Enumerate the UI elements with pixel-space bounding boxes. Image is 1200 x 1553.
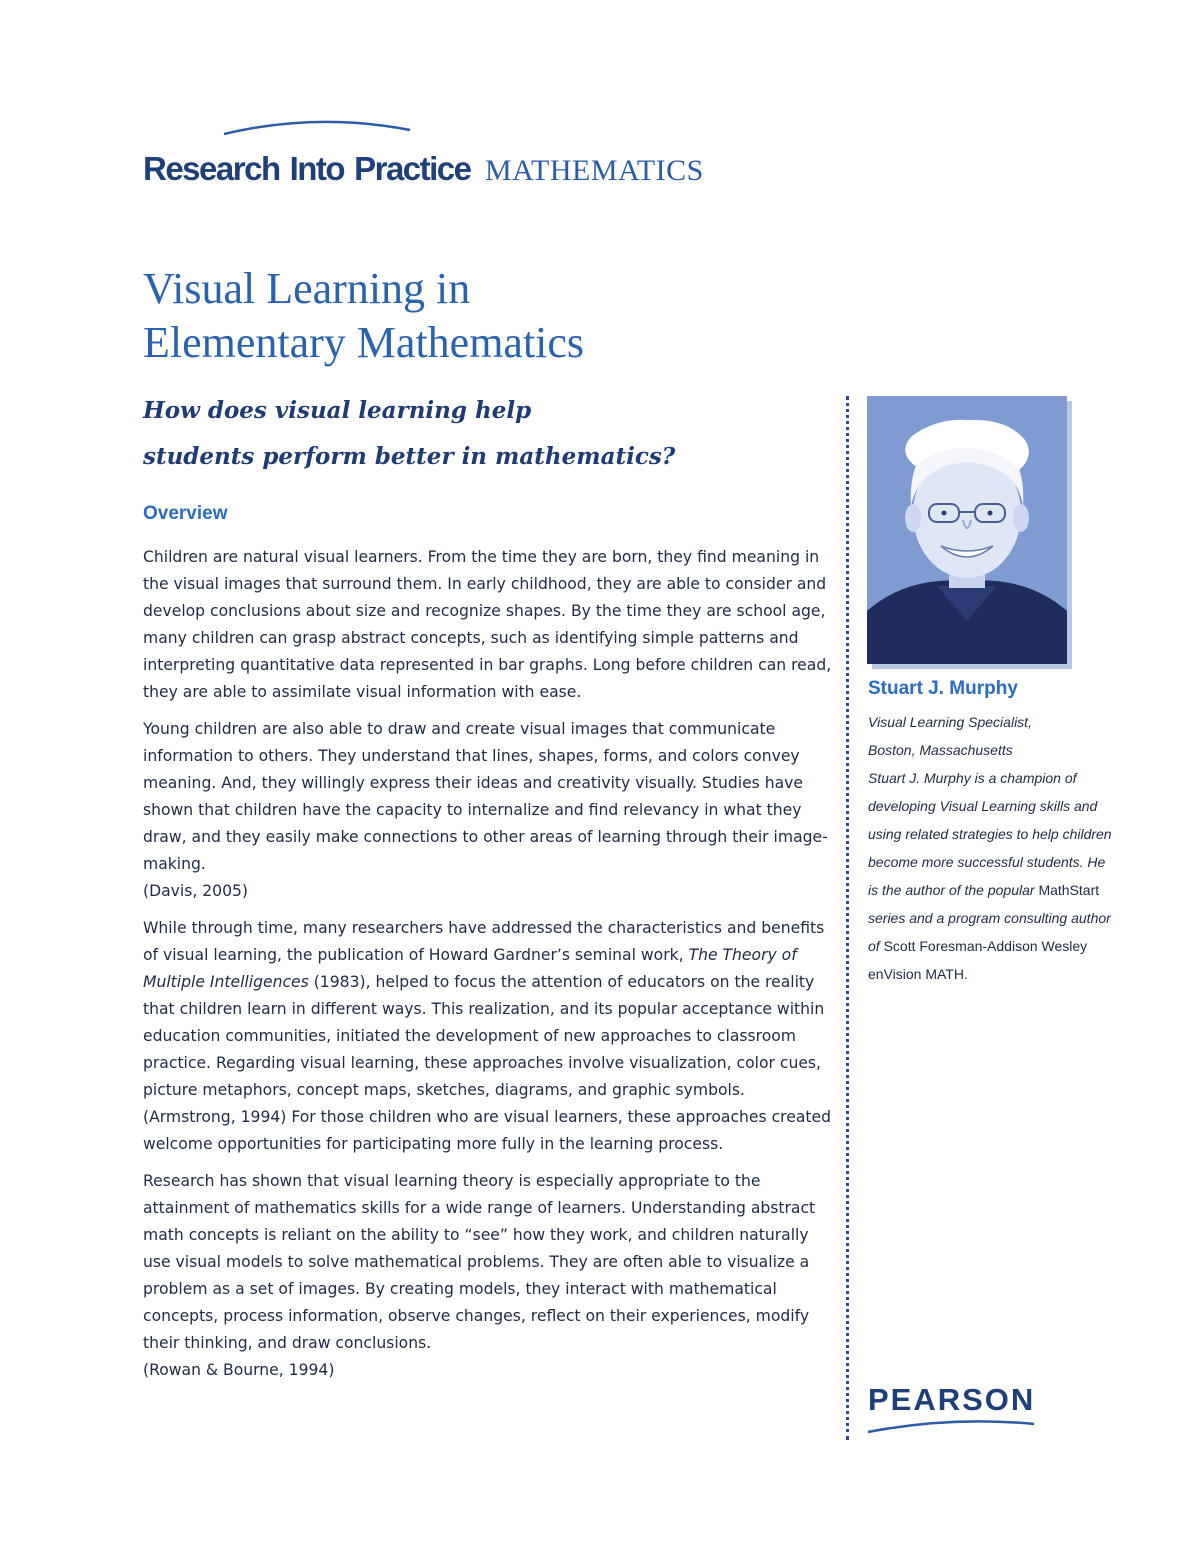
overview-paragraph-3-text-b: (1983), helped to focus the attention of educators on the reality that children learn in different ways. This realization, and its popular acceptance within education communities, initiated the development of new approaches to classroom practice. Regarding visual learning, these approaches involve visualization, color cues, picture metaphors, concept maps, sketches, diagrams, and graphic symbols. (Armstrong, 1994) For those children who are visual learners, these approaches created welcome opportunities for participating more fully in the learning process. xyxy=(143,973,831,1153)
overview-body xyxy=(143,544,833,1394)
page-title-line-2: Elementary Mathematics xyxy=(143,318,585,367)
author-role: Visual Learning Specialist, xyxy=(868,714,1032,730)
overview-paragraph-2 xyxy=(143,716,833,905)
author-bio-series: MathStart xyxy=(1038,882,1100,898)
brand-header xyxy=(143,150,704,188)
citation-rowan-bourne: (Rowan & Bourne, 1994) xyxy=(143,1361,335,1379)
column-divider xyxy=(846,396,849,1440)
author-bio-program: Scott Foresman-Addison Wesley enVision MATH. xyxy=(868,938,1088,982)
overview-paragraph-3-text-a: While through time, many researchers have addressed the characteristics and benefits of visual learning, the publication of Howard Gardner’s seminal work, xyxy=(143,919,825,964)
citation-davis: (Davis, 2005) xyxy=(143,882,249,900)
page-subtitle-line-2: students perform better in mathematics? xyxy=(143,443,676,470)
page-title xyxy=(143,262,584,370)
overview-paragraph-2-text: Young children are also able to draw and create visual images that communicate information to others. They understand that lines, shapes, forms, and colors convey meaning. And, they willingly express their ideas and creativity visually. Studies have shown that children have the capacity to internalize and find relevancy in what they draw, and they easily make connections to other areas of learning through their image-making. xyxy=(143,720,828,873)
pearson-swoosh-icon xyxy=(866,1418,1036,1436)
page-subtitle xyxy=(143,388,675,480)
brand-part-into: Into xyxy=(289,150,345,187)
overview-paragraph-1: Children are natural visual learners. From the time they are born, they find meaning in the visual images that surround them. In early childhood, they are able to consider and develop conclusions about size and recognize shapes. By the time they are school age, many children can grasp abstract concepts, such as identifying simple patterns and interpreting quantitative data represented in bar graphs. Long before children can read, they are able to assimilate visual information with ease. xyxy=(143,548,832,701)
author-name: Stuart J. Murphy xyxy=(868,678,1018,699)
book-title: The Theory of Multiple Intelligences xyxy=(143,946,797,991)
overview-paragraph-4 xyxy=(143,1168,833,1384)
author-bio-text-a: Stuart J. Murphy is a champion of developing Visual Learning skills and using related strategies to help children become more successful students. He is the author of the popular xyxy=(868,770,1112,898)
author-location: Boston, Massachusetts xyxy=(868,742,1013,758)
author-bio xyxy=(868,708,1118,988)
brand-part-practice: Practice xyxy=(354,150,471,187)
page-subtitle-line-1: How does visual learning help xyxy=(143,397,532,424)
page-title-line-1: Visual Learning in xyxy=(143,264,471,313)
brand-part-research: Research xyxy=(143,150,280,187)
overview-heading: Overview xyxy=(143,503,228,524)
author-portrait-image xyxy=(867,396,1067,664)
brand-swoosh-icon xyxy=(222,118,412,138)
author-bio-text-b: series and a program consulting author of xyxy=(868,910,1111,954)
brand-subject: MATHEMATICS xyxy=(484,154,704,187)
overview-paragraph-4-text: Research has shown that visual learning theory is especially appropriate to the attainment of mathematics skills for a wide range of learners. Understanding abstract math concepts is reliant on the ability to “see” how they work, and children naturally use visual models to solve mathematical problems. They are often able to visualize a problem as a set of images. By creating models, they interact with mathematical concepts, process information, observe changes, reflect on their experiences, modify their thinking, and draw conclusions. xyxy=(143,1172,816,1352)
overview-paragraph-3 xyxy=(143,915,833,1158)
author-photo xyxy=(867,396,1067,664)
pearson-logo: PEARSON xyxy=(868,1382,1036,1417)
